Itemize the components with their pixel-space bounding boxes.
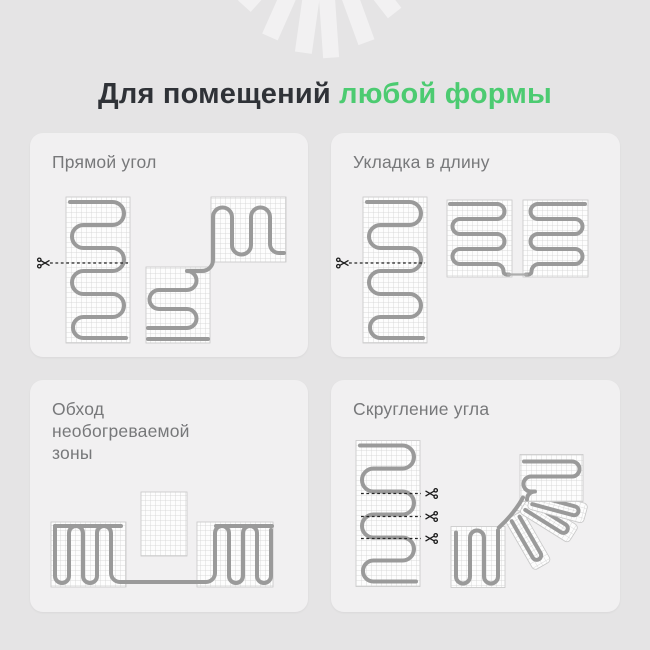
card-bypass-zone-title: Обход необогреваемой зоны [52,399,190,463]
page-title [0,78,650,111]
card-round-corner-title: Скругление угла [353,399,490,419]
diagram-lengthwise [331,133,620,357]
page-title-prefix: Для помещений [98,78,340,110]
scissors-icon [426,489,438,499]
page-title-highlight: любой формы [339,78,552,110]
card-round-corner [331,380,620,612]
card-lengthwise-title: Укладка в длину [353,152,490,172]
scissors-icon [426,534,438,544]
scissors-icon [426,512,438,522]
diagram-round-corner [331,380,620,612]
diagram-bypass-zone [30,380,308,612]
card-lengthwise [331,133,620,357]
scissors-icon [337,258,349,268]
card-right-angle-title: Прямой угол [52,152,157,172]
scissors-icon [38,258,50,268]
card-right-angle [30,133,308,357]
diagram-right-angle [30,133,308,357]
card-bypass-zone [30,380,308,612]
